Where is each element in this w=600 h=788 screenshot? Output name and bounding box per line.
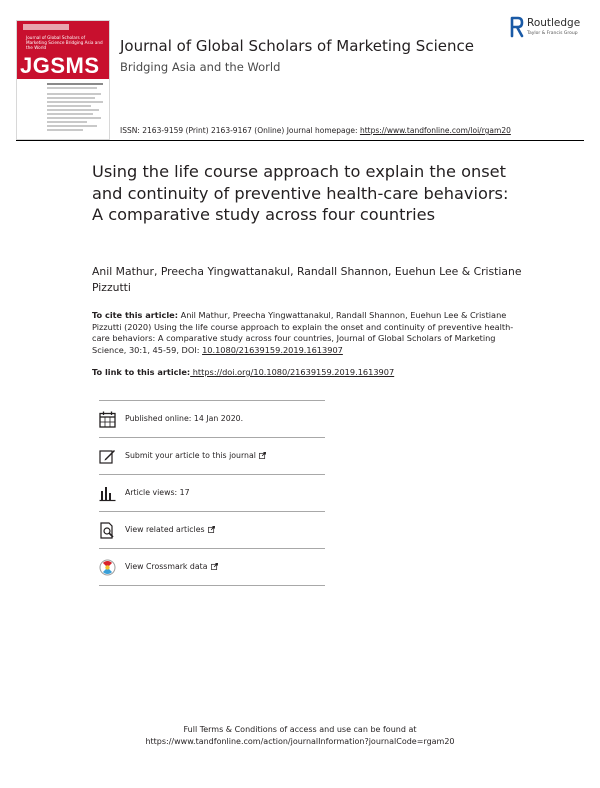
published-online-label: Published online: 14 Jan 2020. xyxy=(125,414,244,423)
submit-article-row[interactable] xyxy=(99,438,325,475)
edit-icon xyxy=(99,448,116,465)
cover-tag xyxy=(23,24,69,30)
footer xyxy=(0,724,600,747)
article-views-label: Article views: 17 xyxy=(125,488,190,497)
routledge-logo xyxy=(510,16,594,40)
submit-article-link[interactable] xyxy=(125,451,266,460)
article-link-label: To link to this article: xyxy=(92,367,191,377)
external-link-icon xyxy=(259,452,266,459)
issn-text: ISSN: 2163-9159 (Print) 2163-9167 (Online) Journal homepage: xyxy=(120,126,360,135)
journal-cover-thumbnail xyxy=(16,20,110,140)
citation-block xyxy=(92,310,522,357)
article-link-block xyxy=(92,367,522,379)
citation-text: Anil Mathur, Preecha Yingwattanakul, Randall Shannon, Euehun Lee & Cristiane Pizzutti (2020) Using the life course approach to explain the onset and continuity of preventive health-care behaviors: A comparative study across four countries, Journal of Global Scholars of Marketing Science, 30:1, 45-59, DOI: xyxy=(92,310,514,356)
article-views-row xyxy=(99,475,325,512)
article-title: Using the life course approach to explain the onset and continuity of preventive health-care behaviors: A comparative study across four countries xyxy=(92,162,509,224)
related-articles-row[interactable] xyxy=(99,512,325,549)
related-articles-link[interactable] xyxy=(125,525,215,534)
citation-doi-link[interactable]: 10.1080/21639159.2019.1613907 xyxy=(202,345,343,356)
header-divider xyxy=(16,140,584,141)
submit-article-label: Submit your article to this journal xyxy=(125,451,256,460)
journal-subtitle: Bridging Asia and the World xyxy=(120,60,281,74)
crossmark-row[interactable] xyxy=(99,549,325,586)
crossmark-link[interactable] xyxy=(125,562,218,571)
calendar-icon xyxy=(99,411,116,428)
cover-line xyxy=(47,93,101,95)
cover-line xyxy=(47,117,101,119)
external-link-icon xyxy=(208,526,215,533)
cover-line xyxy=(47,129,83,131)
routledge-r-icon xyxy=(510,16,524,38)
footer-terms-text: Full Terms & Conditions of access and use can be found at xyxy=(183,725,417,734)
cover-line xyxy=(47,101,103,103)
publisher-name: Routledge xyxy=(527,17,581,29)
cover-line xyxy=(47,97,95,99)
external-link-icon xyxy=(211,563,218,570)
citation-label: To cite this article: xyxy=(92,310,178,320)
footer-terms-link[interactable]: https://www.tandfonline.com/action/journalInformation?journalCode=rgam20 xyxy=(145,736,455,746)
document-search-icon xyxy=(99,522,116,539)
related-articles-label: View related articles xyxy=(125,525,205,534)
issn-line xyxy=(120,126,511,135)
article-authors: Anil Mathur, Preecha Yingwattanakul, Randall Shannon, Euehun Lee & Cristiane Pizzutti xyxy=(92,265,522,294)
cover-line xyxy=(47,87,97,89)
article-doi-link[interactable]: https://doi.org/10.1080/21639159.2019.1613907 xyxy=(190,367,395,377)
published-online-row xyxy=(99,401,325,438)
crossmark-label: View Crossmark data xyxy=(125,562,208,571)
publisher-tagline: Taylor & Francis Group xyxy=(527,31,578,36)
crossmark-icon xyxy=(99,559,116,576)
cover-line xyxy=(47,109,99,111)
journal-homepage-link[interactable]: https://www.tandfonline.com/loi/rgam20 xyxy=(359,126,511,135)
cover-title: Journal of Global Scholars of Marketing Science Bridging Asia and the World xyxy=(26,35,103,50)
cover-line xyxy=(47,121,87,123)
cover-line xyxy=(47,113,93,115)
cover-line xyxy=(47,105,91,107)
cover-acronym: JGSMS xyxy=(20,53,100,78)
journal-title: Journal of Global Scholars of Marketing Science xyxy=(120,37,474,55)
cover-line xyxy=(47,83,103,85)
cover-line xyxy=(47,125,97,127)
bar-chart-icon xyxy=(99,485,116,502)
